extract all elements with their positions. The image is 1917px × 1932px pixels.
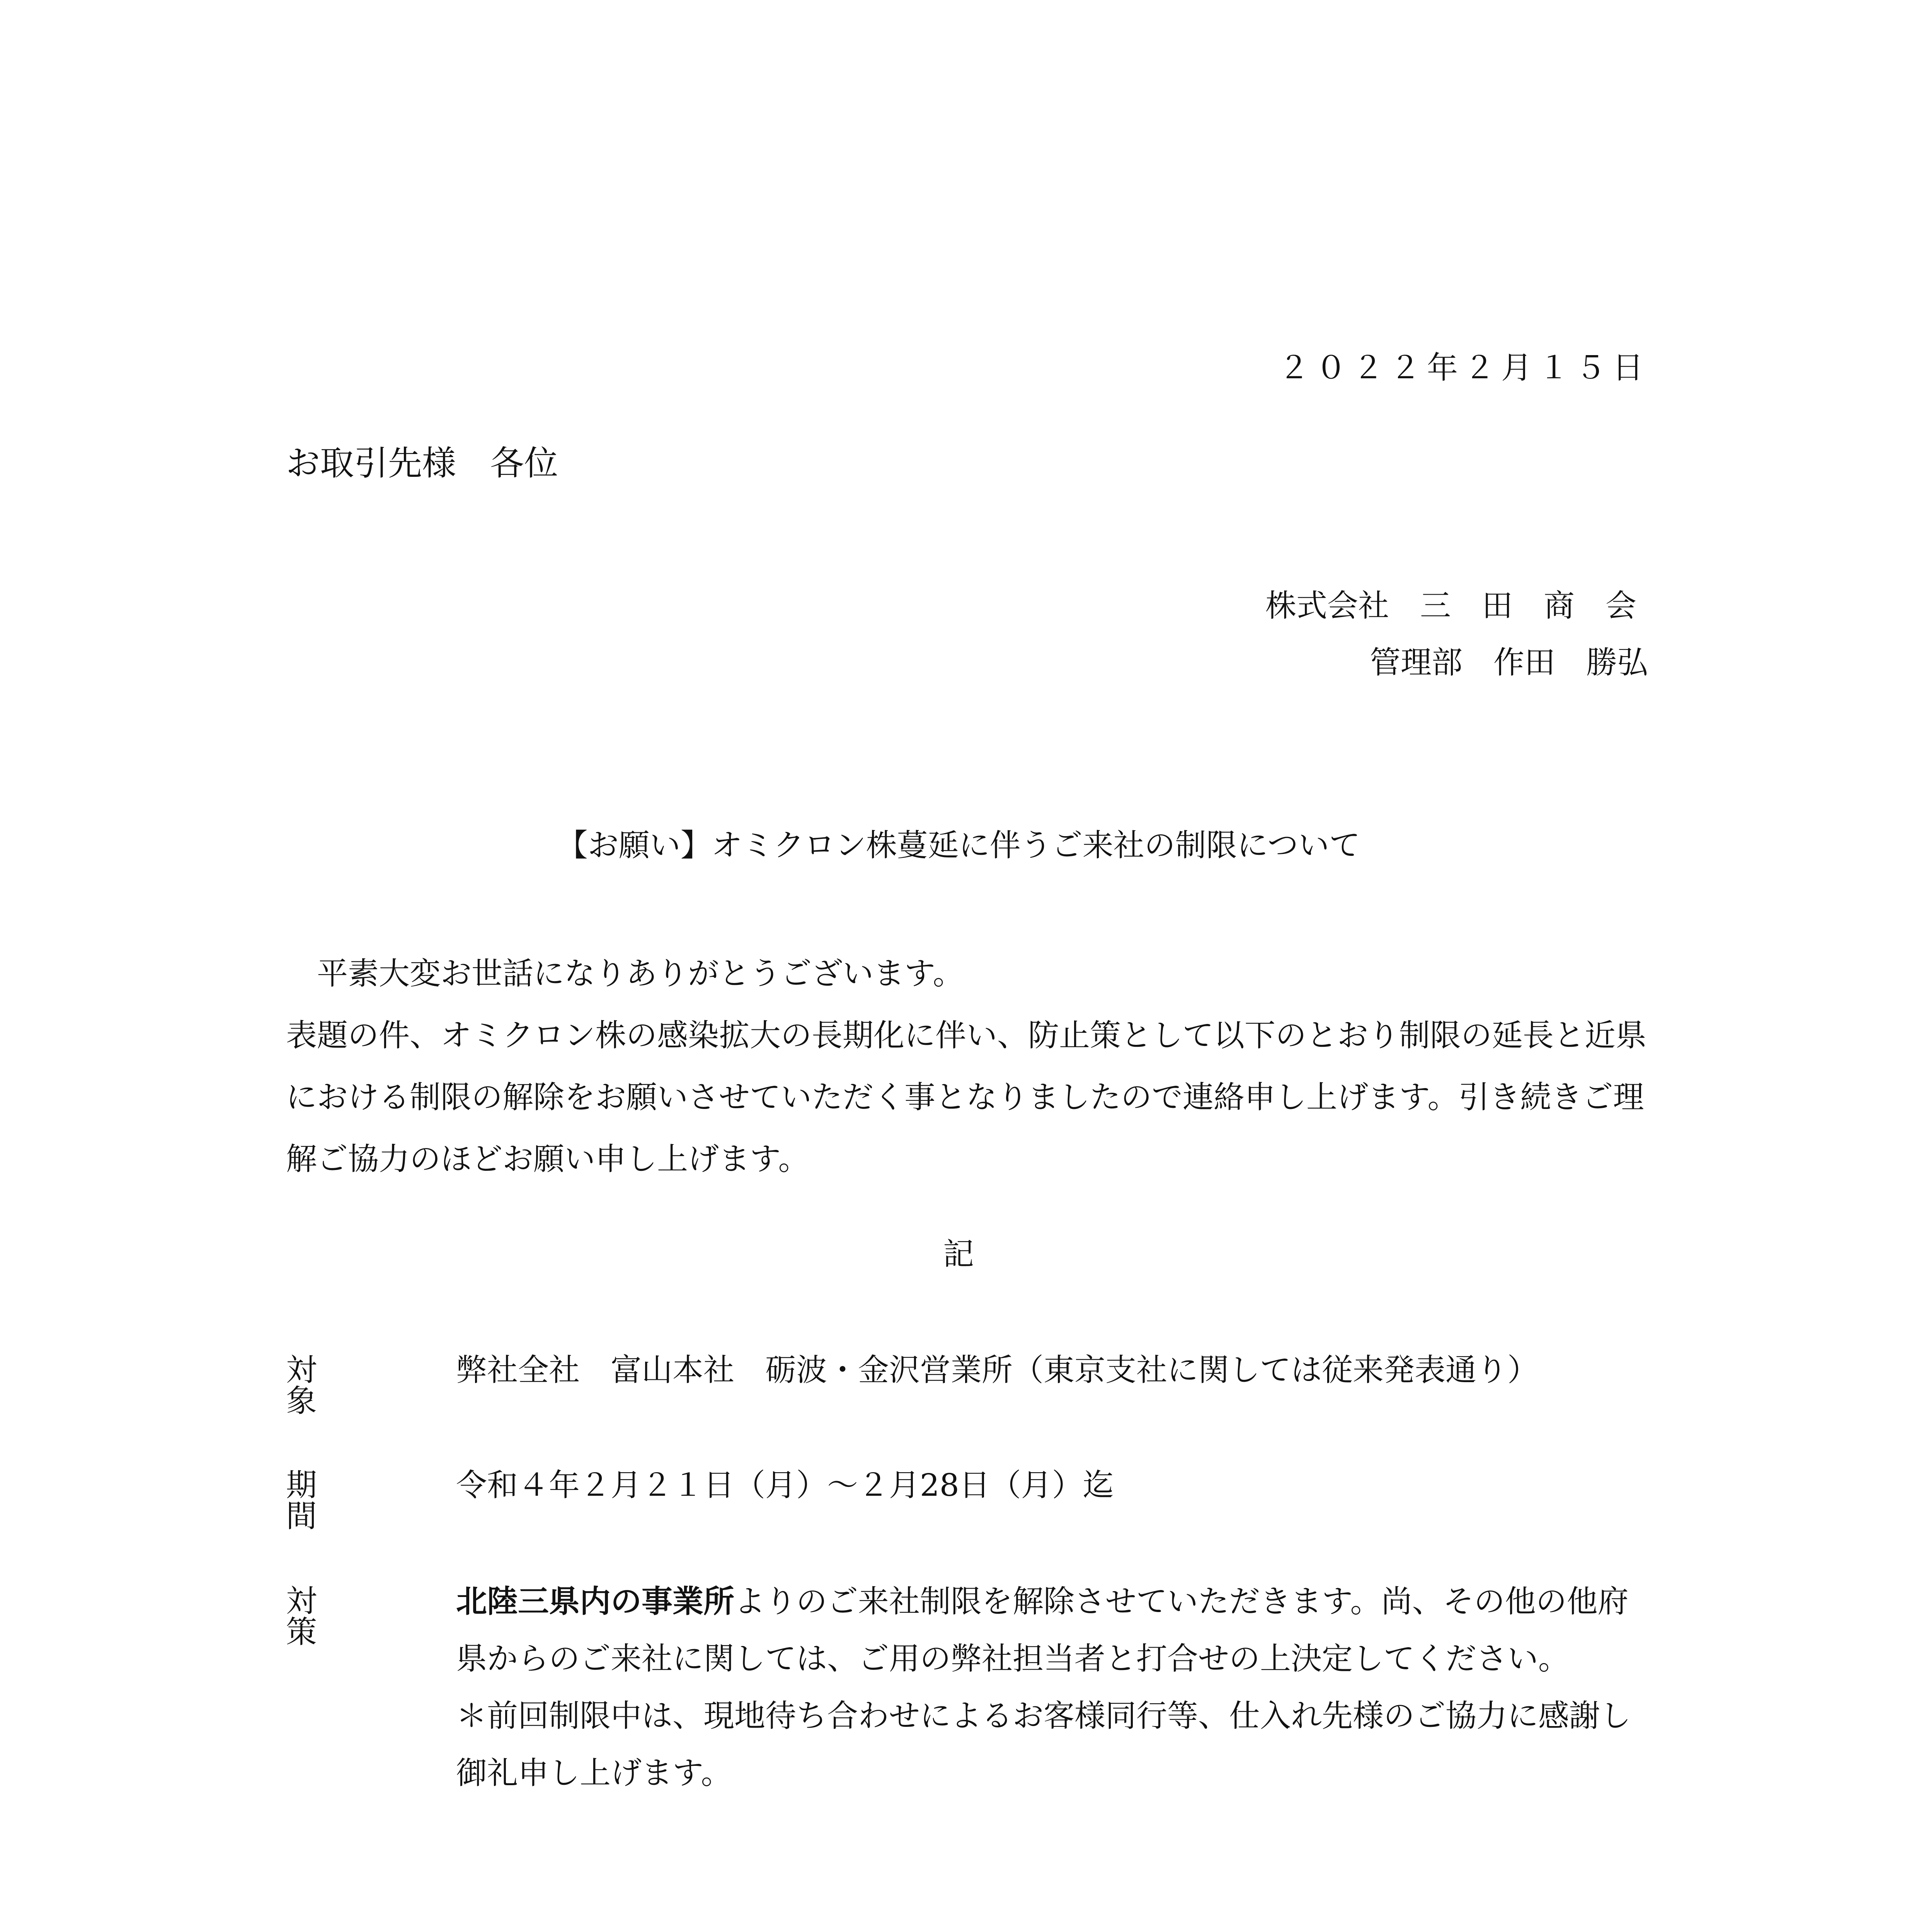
body-paragraph bbox=[286, 943, 1646, 1190]
target-value: 弊社全社 富山本社 砺波・金沢営業所（東京支社に関しては従来発表通り） bbox=[456, 1352, 1538, 1388]
ki-heading: 記 bbox=[943, 1236, 974, 1272]
period-label: 期間 bbox=[286, 1467, 356, 1534]
target-label: 対象 bbox=[286, 1352, 356, 1419]
sender-person: 管理部 作田 勝弘 bbox=[1370, 645, 1648, 680]
document-date: ２０２２年２月１５日 bbox=[1279, 350, 1650, 386]
measures-content bbox=[456, 1573, 1646, 1802]
period-value: 令和４年２月２１日（月）～２月28日（月）迄 bbox=[456, 1467, 1114, 1503]
body-text: 表題の件、オミクロン株の感染拡大の長期化に伴い、防止策として以下のとおり制限の延長と近県における制限の解除をお願いさせていただく事となりましたので連絡申し上げます。引き続きご理解ご協力のほどお願い申し上げます。 bbox=[286, 1017, 1646, 1177]
measures-rest-text: よりのご来社制限を解除させていただきます。尚、その他の他府県からのご来社に関しては、ご用の弊社担当者と打合せの上決定してください。 bbox=[456, 1583, 1629, 1677]
sender-company: 株式会社 三 田 商 会 bbox=[1265, 588, 1636, 624]
measures-label: 対策 bbox=[286, 1583, 356, 1650]
greeting-text: 平素大変お世話になりありがとうございます。 bbox=[317, 956, 964, 992]
document-subject: 【お願い】オミクロン株蔓延に伴うご来社の制限について bbox=[557, 827, 1360, 863]
measures-text bbox=[456, 1573, 1646, 1687]
measures-note: ＊前回制限中は、現地待ち合わせによるお客様同行等、仕入れ先様のご協力に感謝し御礼申し上げます。 bbox=[456, 1698, 1631, 1791]
addressee: お取引先様 各位 bbox=[286, 443, 558, 483]
measures-bold-text: 北陸三県内の事業所 bbox=[456, 1583, 734, 1619]
